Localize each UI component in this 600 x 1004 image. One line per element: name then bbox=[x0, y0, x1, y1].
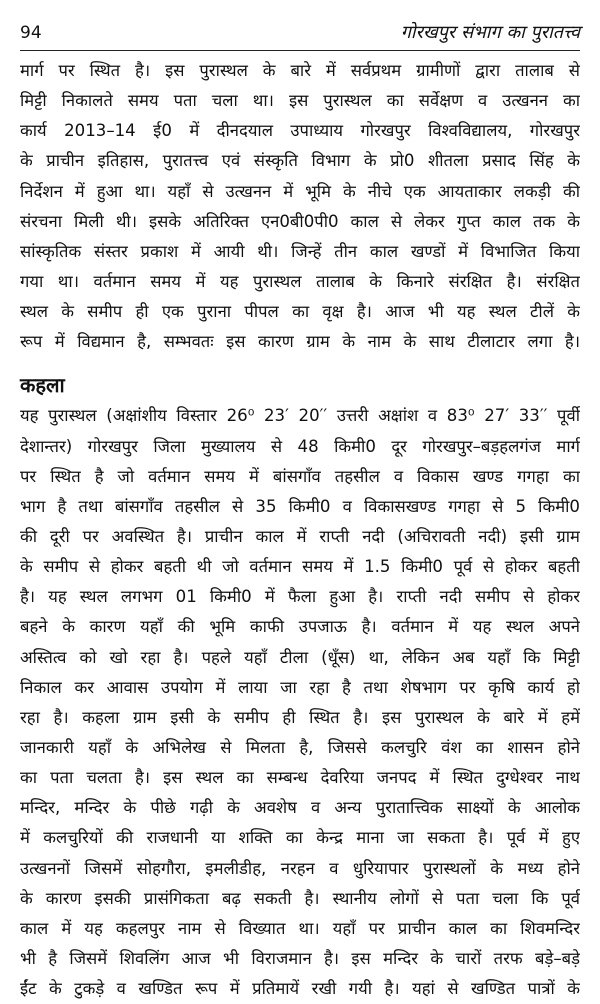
text-line: जानकारी यहाँ के अभिलेख से मिलता है, जिससे कलचुरि वंश का शासन होने bbox=[20, 737, 580, 757]
text-line: ईंट के टुकड़े व खण्डित रूप में प्रतिमायें रखी गयी है। यहां से खण्डित पात्रों के bbox=[20, 979, 580, 999]
text-line: पर स्थित है जो वर्तमान समय में बांसगाँव तहसील व विकास खण्ड गगहा का bbox=[20, 466, 580, 486]
text-line: स्थल के समीप ही एक पुराना पीपल का वृक्ष है। आज भी यह स्थल टीलें के bbox=[20, 302, 580, 322]
page-body bbox=[20, 56, 580, 1004]
text-line: के कारण इसकी प्रासंगिकता बढ़ सकती है। स्थानीय लोगों से पता चला कि पूर्व bbox=[20, 888, 580, 908]
text-line: संरचना मिली थी। इसके अतिरिक्त एन0बी0पी0 काल से लेकर गुप्त काल तक के bbox=[20, 211, 580, 231]
page-number: 94 bbox=[20, 23, 42, 43]
text-line: में कलचुरियों की राजधानी या शक्ति का केन्द्र माना जा सकता है। पूर्व में हुए bbox=[20, 828, 580, 848]
text-line: भाग है तथा बांसगाँव तहसील से 35 किमी0 व विकासखण्ड गगहा से 5 किमी0 bbox=[20, 496, 580, 516]
paragraph-2 bbox=[20, 401, 580, 1004]
text-line: निकाल कर आवास उपयोग में लाया जा रहा है तथा शेषभाग पर कृषि कार्य हो bbox=[20, 677, 580, 697]
text-line: बहने के कारण यहाँ की भूमि काफी उपजाऊ है। वर्तमान में यह स्थल अपने bbox=[20, 617, 580, 637]
text-line: रहा है। कहला ग्राम इसी के समीप ही स्थित है। इस पुरास्थल के बारे में हमें bbox=[20, 707, 580, 727]
page-header bbox=[20, 22, 580, 46]
text-line: मार्ग पर स्थित है। इस पुरास्थल के बारे में सर्वप्रथम ग्रामीणों द्वारा तालाब से bbox=[20, 61, 580, 80]
text-line: मिट्टी निकालते समय पता चला था। इस पुरास्थल का सर्वेक्षण व उत्खनन का bbox=[20, 91, 580, 111]
paragraph-1 bbox=[20, 56, 580, 357]
text-line: के प्राचीन इतिहास, पुरातत्त्व एवं संस्कृति विभाग के प्रो0 शीतला प्रसाद सिंह के bbox=[20, 151, 580, 171]
text-line: की दूरी पर अवस्थित है। प्राचीन काल में राप्ती नदी (अचिरावती नदी) इसी ग्राम bbox=[20, 526, 580, 546]
section-heading: कहला bbox=[20, 373, 65, 398]
text-line: देशान्तर) गोरखपुर जिला मुख्यालय से 48 किमी0 दूर गोरखपुर–बड़हलगंज मार्ग bbox=[20, 436, 580, 456]
text-line: गया था। वर्तमान समय में यह पुरास्थल तालाब के किनारे संरक्षित है। संरक्षित bbox=[20, 271, 580, 291]
text-line: है। यह स्थल लगभग 01 किमी0 में फैला हुआ है। राप्ती नदी समीप से होकर bbox=[20, 587, 580, 607]
text-line: कार्य 2013–14 ई0 में दीनदयाल उपाध्याय गोरखपुर विश्वविद्यालय, गोरखपुर bbox=[20, 121, 580, 141]
text-line: भी है जिसमें शिवलिंग आज भी विराजमान है। इस मन्दिर के चारों तरफ बड़े–बड़े bbox=[20, 948, 580, 968]
running-title: गोरखपुर संभाग का पुरातत्त्व bbox=[400, 22, 580, 43]
text-line: निर्देशन में हुआ था। यहाँ से उत्खनन में भूमि के नीचे एक आयताकार लकड़ी की bbox=[20, 181, 580, 201]
text-line: यह पुरास्थल (अक्षांशीय विस्तार 26⁰ 23′ 20′′ उत्तरी अक्षांश व 83⁰ 27′ 33′′ पूर्वी bbox=[20, 406, 580, 426]
text-line: रूप में विद्यमान है, सम्भवतः इस कारण ग्राम के नाम के साथ टीलाटार लगा है। bbox=[20, 332, 580, 352]
header-rule bbox=[20, 50, 580, 51]
text-line: अस्तित्व को खो रहा है। पहले यहाँ टीला (धूँस) था, लेकिन अब यहाँ कि मिट्टी bbox=[20, 647, 580, 667]
text-line: उत्खननों जिसमें सोहगौरा, इमलीडीह, नरहन व धुरियापार पुरास्थलों के मध्य होने bbox=[20, 858, 580, 878]
text-line: काल में यह कहलपुर नाम से विख्यात था। यहाँ पर प्राचीन काल का शिवमन्दिर bbox=[20, 918, 580, 938]
text-line: सांस्कृतिक संस्तर प्रकाश में आयी थी। जिन्हें तीन काल खण्डों में विभाजित किया bbox=[20, 241, 580, 261]
text-line: मन्दिर, मन्दिर के पीछे गढ़ी के अवशेष व अन्य पुरातात्त्विक साक्ष्यों के आलोक bbox=[20, 798, 580, 818]
text-line: का पता चलता है। इस स्थल का सम्बन्ध देवरिया जनपद में स्थित दुग्धेश्वर नाथ bbox=[20, 768, 580, 788]
text-line: के समीप से होकर बहती थी जो वर्तमान समय में 1.5 किमी0 पूर्व से होकर बहती bbox=[20, 557, 580, 577]
